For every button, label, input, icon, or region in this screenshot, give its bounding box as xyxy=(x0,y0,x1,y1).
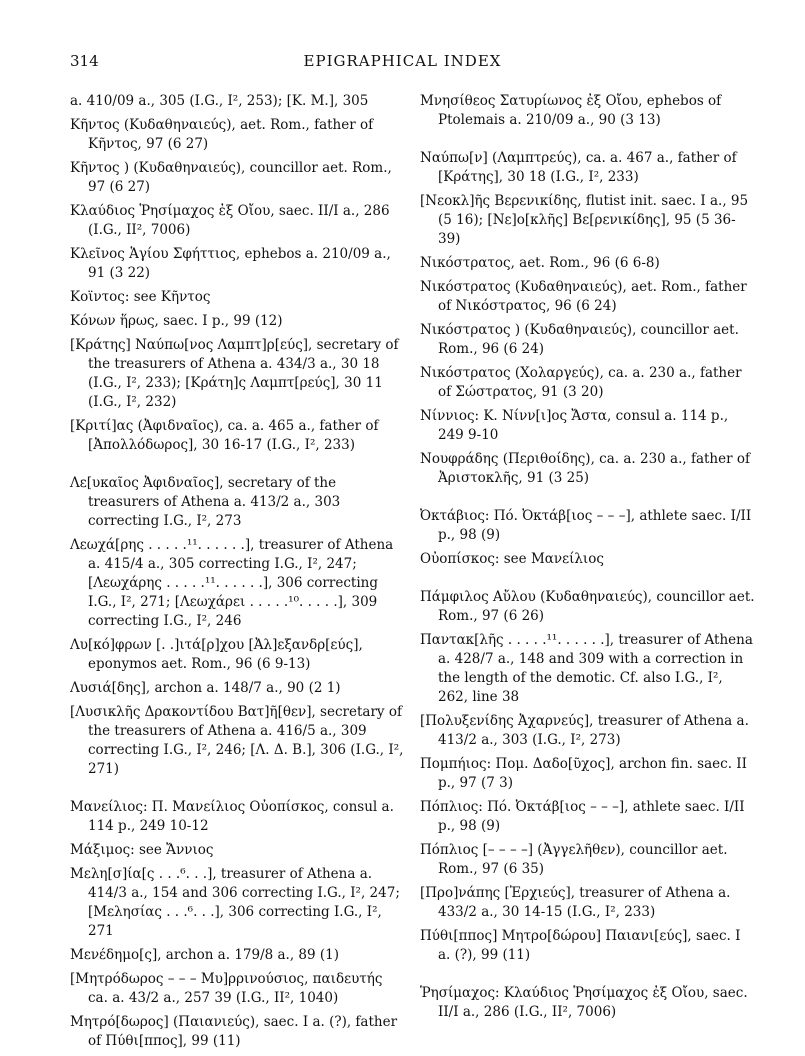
index-entry: Νουφράδης (Περιθοίδης), ca. a. 230 a., father of Ἀριστοκλῆς, 91 (3 25) xyxy=(420,451,750,486)
section-gap xyxy=(420,970,755,984)
index-entry: Μητρό[δωρος] (Παιανιεύς), saec. I a. (?), father of Πύθι[ππος], 99 (11) xyxy=(70,1014,398,1049)
index-entry: Λυ[κό]φρων [. .]ιτά[ρ]χου [Ἀλ]εξανδρ[εύς], eponymos aet. Rom., 96 (6 9-13) xyxy=(70,637,363,672)
section-gap xyxy=(420,574,755,588)
index-entry: Ὀκτάβιος: Πό. Ὀκτάβ[ιος – – –], athlete saec. I/II p., 98 (9) xyxy=(420,508,752,543)
index-entry: Λε[υκαῖος Ἀφιδναῖος], secretary of the treasurers of Athena a. 413/2 a., 303 correcting I.G., I², 273 xyxy=(70,475,341,529)
index-entry: Πύθι[ππος] Μητρο[δώρου] Παιανι[εύς], saec. I a. (?), 99 (11) xyxy=(420,928,741,963)
index-entry: Πόπλιος: Πό. Ὀκτάβ[ιος – – –], athlete saec. I/II p., 98 (9) xyxy=(420,799,745,834)
section-gap xyxy=(70,460,405,474)
index-entry: [Μητρόδωρος – – – Μυ]ρρινούσιος, παιδευτής ca. a. 43/2 a., 257 39 (I.G., II², 1040) xyxy=(70,971,383,1006)
index-entry: Πάμφιλος Αὔλου (Κυδαθηναιεύς), councillor aet. Rom., 97 (6 26) xyxy=(420,589,755,624)
index-entry: Πομπήιος: Πομ. Δαδο[ῦχος], archon fin. saec. II p., 97 (7 3) xyxy=(420,756,747,791)
index-entry: Μνησίθεος Σατυρίωνος ἐξ Οἴου, ephebos of Ptolemais a. 210/09 a., 90 (3 13) xyxy=(420,93,722,128)
index-entry: Κόνων ἥρως, saec. I p., 99 (12) xyxy=(70,313,283,329)
index-entry: Οὐοπίσκος: see Μανείλιος xyxy=(420,551,604,567)
index-entry: Παντακ[λῆς . . . . .¹¹. . . . . .], treasurer of Athena a. 428/7 a., 148 and 309 with a correction in the length of the demotic. Cf. also I.G., I², 262, line 38 xyxy=(420,632,753,705)
index-entry: [Προ]νάπης [Ἐρχιεύς], treasurer of Athena a. 433/2 a., 30 14-15 (I.G., I², 233) xyxy=(420,885,731,920)
index-entry: Κλαύδιος Ῥησίμαχος ἐξ Οἴου, saec. II/I a., 286 (I.G., II², 7006) xyxy=(70,203,390,238)
index-entry: Πόπλιος [– – – –] (Ἀγγελῆθεν), councillor aet. Rom., 97 (6 35) xyxy=(420,842,728,877)
index-entry: Ναύπω[ν] (Λαμπτρεύς), ca. a. 467 a., father of [Κράτης], 30 18 (I.G., I², 233) xyxy=(420,150,737,185)
index-entry: [Κράτης] Ναύπω[νος Λαμπτ]ρ[εύς], secretary of the treasurers of Athena a. 434/3 a., 30 18 (I.G., I², 233); [Κράτη]ς Λαμπτ[ρεύς], 30 11 (I.G., I², 232) xyxy=(70,337,399,410)
index-entry: Νικόστρατος, aet. Rom., 96 (6 6-8) xyxy=(420,255,660,271)
index-entry: [Πολυξενίδης Ἀχαρνεύς], treasurer of Athena a. 413/2 a., 303 (I.G., I², 273) xyxy=(420,713,749,748)
running-title: EPIGRAPHICAL INDEX xyxy=(303,52,502,70)
index-entry: Κοϊντος: see Κῆντος xyxy=(70,289,211,305)
index-entry: Μάξιμος: see Ἄννιος xyxy=(70,842,214,858)
section-gap xyxy=(420,493,755,507)
right-column xyxy=(420,92,755,1027)
index-entry: Νίννιος: Κ. Νίνν[ι]ος Ἄστα, consul a. 114 p., 249 9-10 xyxy=(420,408,729,443)
page-header xyxy=(0,52,805,76)
index-entry: Ῥησίμαχος: Κλαύδιος Ῥησίμαχος ἐξ Οἴου, saec. II/I a., 286 (I.G., II², 7006) xyxy=(420,985,748,1020)
index-entry: Μελη[σ]ία[ς . . .⁶. . .], treasurer of Athena a. 414/3 a., 154 and 306 correcting I.G., I², 247; [Μελησίας . . .⁶. . .], 306 correcting I.G., I², 271 xyxy=(70,866,400,939)
index-entry: Νικόστρατος (Κυδαθηναιεύς), aet. Rom., father of Νικόστρατος, 96 (6 24) xyxy=(420,279,747,314)
index-entry: Λυσιά[δης], archon a. 148/7 a., 90 (2 1) xyxy=(70,680,341,696)
index-entry: [Νεοκλ]ῆς Βερενικίδης, flutist init. saec. I a., 95 (5 16); [Νε]ο[κλῆς] Βε[ρενικίδης], 95 (5 36-39) xyxy=(420,193,749,247)
page-number: 314 xyxy=(70,52,99,70)
index-entry: Νικόστρατος (Χολαργεύς), ca. a. 230 a., father of Σώστρατος, 91 (3 20) xyxy=(420,365,742,400)
index-entry: Νικόστρατος ) (Κυδαθηναιεύς), councillor aet. Rom., 96 (6 24) xyxy=(420,322,739,357)
index-entry: a. 410/09 a., 305 (I.G., I², 253); [K. M.], 305 xyxy=(70,93,369,109)
index-entry: [Λυσικλῆς Δρακοντίδου Βατ]ῆ[θεν], secretary of the treasurers of Athena a. 416/5 a., 309 correcting I.G., I², 246; [Λ. Δ. Β.], 306 (I.G., I², 271) xyxy=(70,704,404,777)
index-entry: Μενέδημο[ς], archon a. 179/8 a., 89 (1) xyxy=(70,947,340,963)
index-entry: Κλεῖνος Ἁγίου Σφήττιος, ephebos a. 210/09 a., 91 (3 22) xyxy=(70,246,391,281)
index-entry: Λεωχά[ρης . . . . .¹¹. . . . . .], treasurer of Athena a. 415/4 a., 305 correcting I.G., I², 247; [Λεωχάρης . . . . .¹¹. . . . . .], 306 correcting I.G., I², 271; [Λεωχάρει . . . . .¹⁰. . . . .], 309 correcting I.G., I², 246 xyxy=(70,537,394,629)
index-entry: [Κριτί]ας (Ἀφιδναῖος), ca. a. 465 a., father of [Ἀπολλόδωρος], 30 16-17 (I.G., I², 233) xyxy=(70,418,379,453)
index-entry: Μανείλιος: Π. Μανείλιος Οὐοπίσκος, consul a. 114 p., 249 10-12 xyxy=(70,799,394,834)
index-entry: Κῆντος (Κυδαθηναιεύς), aet. Rom., father of Κῆντος, 97 (6 27) xyxy=(70,117,374,152)
left-column xyxy=(70,92,405,1056)
index-entry: Κῆντος ) (Κυδαθηναιεύς), councillor aet. Rom., 97 (6 27) xyxy=(70,160,392,195)
section-gap xyxy=(420,135,755,149)
section-gap xyxy=(70,784,405,798)
